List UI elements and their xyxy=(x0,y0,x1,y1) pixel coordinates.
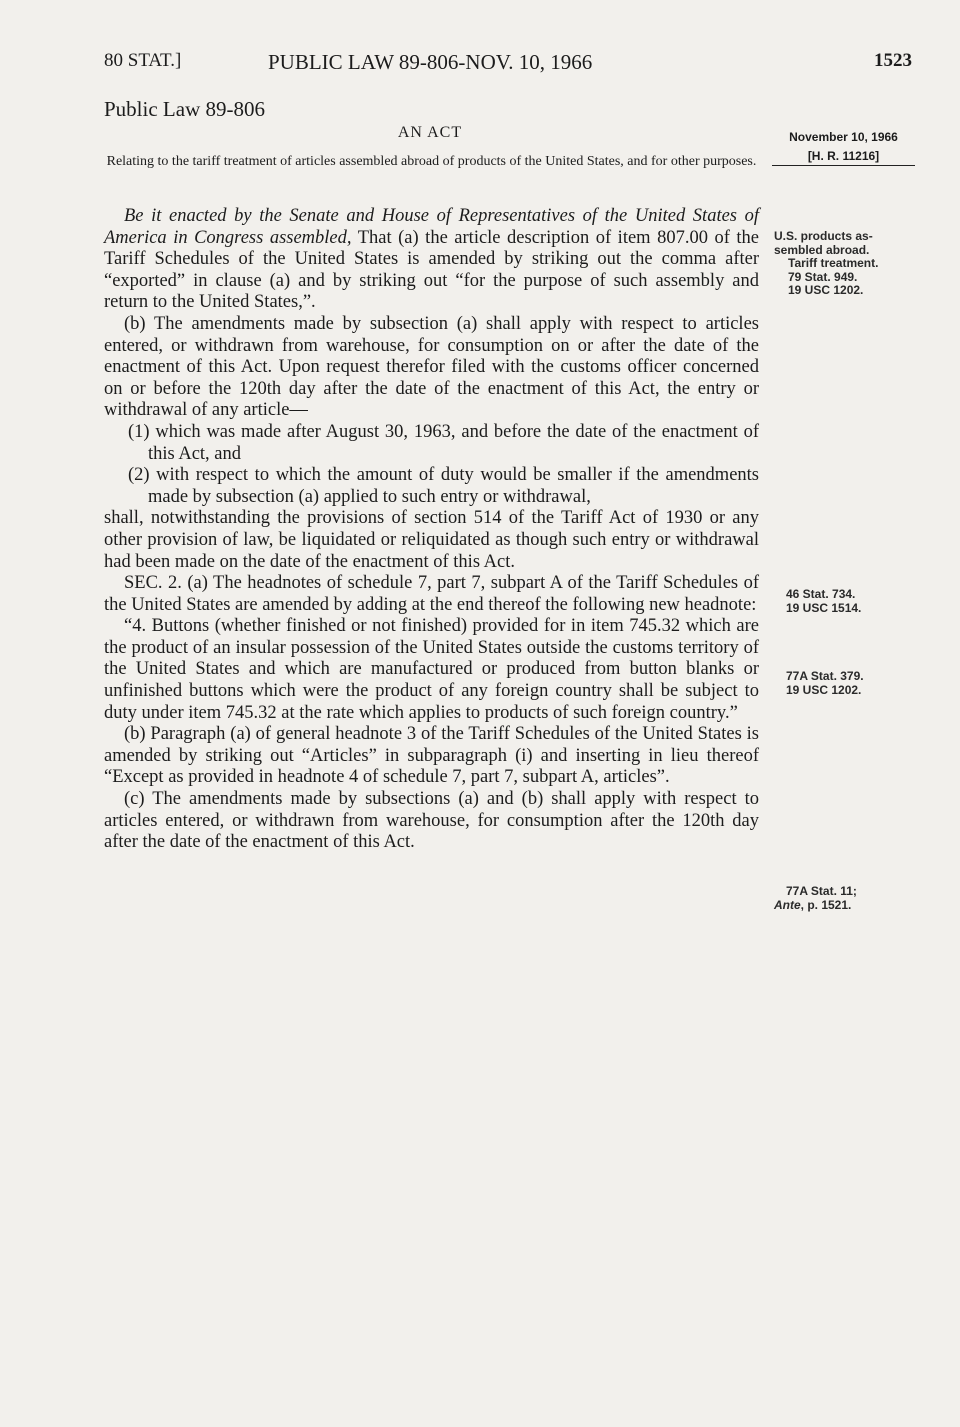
margin-note-line: sembled abroad. xyxy=(774,242,870,257)
margin-note-line xyxy=(774,899,936,913)
section-1a xyxy=(104,206,759,314)
margin-note-46-stat xyxy=(786,588,936,615)
margin-note-line: 77A Stat. 379. xyxy=(786,669,864,683)
bill-number: [H. R. 11216] xyxy=(772,148,915,166)
margin-note-line: 19 USC 1202. xyxy=(788,283,864,297)
margin-date xyxy=(772,129,915,166)
margin-note-77a-11 xyxy=(774,884,936,912)
enacting-clause: Be it enacted by the Senate and House of Representatives of the United States of America in Congress assembled, xyxy=(104,206,759,248)
public-law-number: Public Law 89-806 xyxy=(104,97,265,121)
section-1b-2: (2) with respect to which the amount of duty would be smaller if the amendments made by subsection (a) applied to such entry or withdrawal, xyxy=(128,465,759,507)
margin-note-products xyxy=(774,230,924,298)
margin-note-line: U.S. products as- xyxy=(774,229,873,243)
margin-note-77a-379 xyxy=(786,670,936,697)
act-label: AN ACT xyxy=(397,124,463,141)
section-1b-tail: shall, notwithstanding the provisions of section 514 of the Tariff Act of 1930 or any other provision of law, be liquidated or reliquidated as though such entry or withdrawal had been made on the date of the enactment of this Act. xyxy=(104,508,759,572)
section-2c: (c) The amendments made by subsections (a) and (b) shall apply with respect to articles entered, or withdrawn from warehouse, for consumption after the 120th day after the date of the enactment of this Act. xyxy=(104,789,759,853)
headnote-4: “4. Buttons (whether finished or not finished) provided for in item 745.32 which are the product of an insular possession of the United States outside the customs territory of the United States and which are manufactured or produced from button blanks or unfinished buttons which were the product of any foreign country shall be subject to duty under item 745.32 at the rate which applies to products of such foreign country.” xyxy=(104,616,759,723)
margin-note-line: 46 Stat. 734. xyxy=(786,587,856,601)
page-number: 1523 xyxy=(874,50,912,71)
section-2a: SEC. 2. (a) The headnotes of schedule 7, part 7, subpart A of the Tariff Schedules of the United States are amended by adding at the end thereof the following new headnote: xyxy=(104,573,759,615)
act-title: Relating to the tariff treatment of articles assembled abroad of products of the United States, and for other purposes. xyxy=(106,154,757,169)
stat-reference: 80 STAT.] xyxy=(104,50,182,71)
section-2b: (b) Paragraph (a) of general headnote 3 of the Tariff Schedules of the United States is amended by striking out “Articles” in subparagraph (i) and inserting in lieu thereof “Except as provided in headnote 4 of schedule 7, part 7, subpart A, articles”. xyxy=(104,724,759,788)
margin-note-line: 79 Stat. 949. xyxy=(788,269,858,284)
margin-note-line: Tariff treatment. xyxy=(788,256,879,270)
section-1b-1: (1) which was made after August 30, 1963, and before the date of the enactment of this Act, and xyxy=(128,421,759,464)
margin-note-line: 77A Stat. 11; xyxy=(786,884,857,898)
section-1b: (b) The amendments made by subsection (a) shall apply with respect to articles entered, or withdrawn from warehouse, for consumption on or after the date of the enactment of this Act. Upon request therefor filed with the customs officer concerned on or before the 120th day after the date of the enactment of this Act, the entry or withdrawal of any article— xyxy=(104,313,759,421)
act-body xyxy=(104,206,759,854)
running-head: PUBLIC LAW 89-806-NOV. 10, 1966 xyxy=(268,50,593,74)
page-header xyxy=(104,50,912,80)
section-1a-text: That (a) the article description of item 807.00 of the Tariff Schedules of the United States is amended by striking out the comma after “exported” in clause (a) and by striking out “for the purpose of such assembly and return to the United States,”. xyxy=(104,227,759,313)
margin-note-line: 19 USC 1514. xyxy=(786,600,862,615)
ante-page: , p. 1521. xyxy=(800,897,852,912)
ante-label: Ante xyxy=(774,897,801,912)
enactment-date: November 10, 1966 xyxy=(789,130,898,144)
margin-note-line: 19 USC 1202. xyxy=(786,682,862,697)
